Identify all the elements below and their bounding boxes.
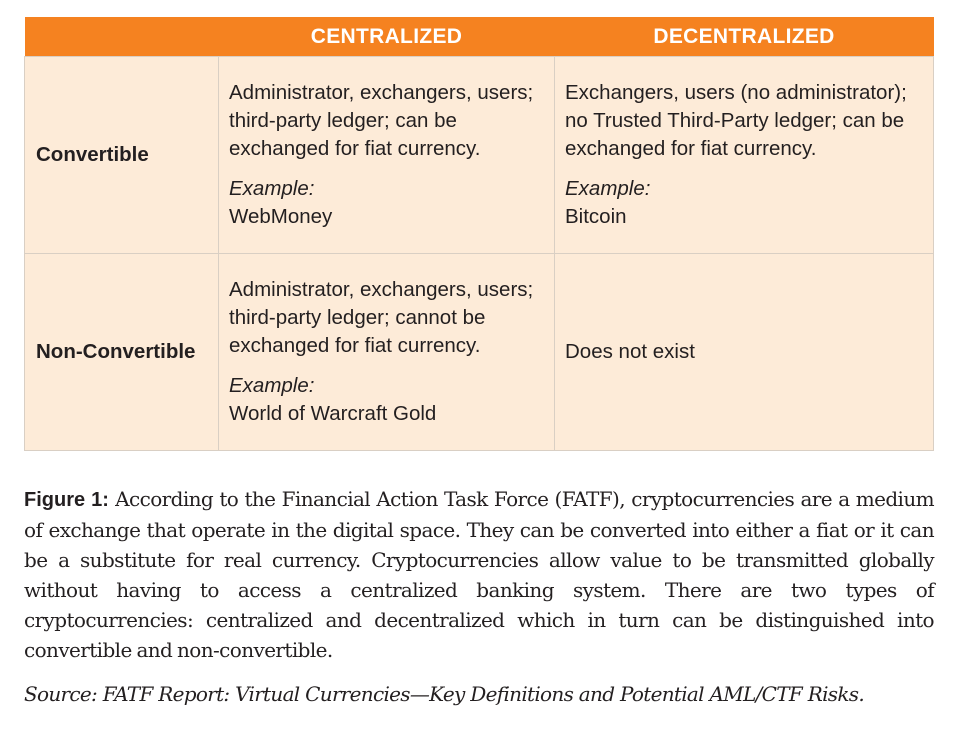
example-label: Example: xyxy=(229,177,315,200)
cell-convertible-decentralized xyxy=(555,57,934,254)
header-corner xyxy=(25,17,219,57)
cell-description: Does not exist xyxy=(565,340,695,363)
figure-caption xyxy=(24,484,934,665)
cell-description: Administrator, exchangers, users; third-party ledger; cannot be exchanged for fiat currency. xyxy=(229,278,534,357)
cell-description: Administrator, exchangers, users; third-party ledger; can be exchanged for fiat currency. xyxy=(229,81,534,160)
example-label: Example: xyxy=(229,374,315,397)
cell-description: Exchangers, users (no administrator); no Trusted Third-Party ledger; can be exchanged for fiat currency. xyxy=(565,81,907,160)
example-value: WebMoney xyxy=(229,205,333,228)
example-label: Example: xyxy=(565,177,651,200)
table-row-non-convertible xyxy=(25,254,934,451)
source-citation: Source: FATF Report: Virtual Currencies—Key Definitions and Potential AML/CTF Risks. xyxy=(24,682,864,706)
cell-convertible-centralized xyxy=(219,57,555,254)
cell-non-convertible-centralized xyxy=(219,254,555,451)
example-value: World of Warcraft Gold xyxy=(229,402,437,425)
table-header-row xyxy=(25,17,934,57)
header-centralized: CENTRALIZED xyxy=(219,17,555,57)
row-label-non-convertible: Non-Convertible xyxy=(25,254,219,451)
row-label-convertible: Convertible xyxy=(25,57,219,254)
figure-caption-text: According to the Financial Action Task Force (FATF), cryptocurrencies are a medium of exchange that operate in the digital space. They can be converted into either a fiat or it can be a substitute for real currency. Cryptocurrencies allow value to be transmitted globally without having to access a centralized banking system. There are two types of cryptocurrencies: centralized and decentralized which in turn can be distinguished into convertible and non-convertible. xyxy=(24,487,934,662)
cell-non-convertible-decentralized xyxy=(555,254,934,451)
currency-classification-table-container xyxy=(24,17,933,451)
header-decentralized: DECENTRALIZED xyxy=(555,17,934,57)
example-value: Bitcoin xyxy=(565,205,627,228)
currency-classification-table xyxy=(24,17,934,451)
table-row-convertible xyxy=(25,57,934,254)
figure-label: Figure 1: xyxy=(24,489,109,511)
